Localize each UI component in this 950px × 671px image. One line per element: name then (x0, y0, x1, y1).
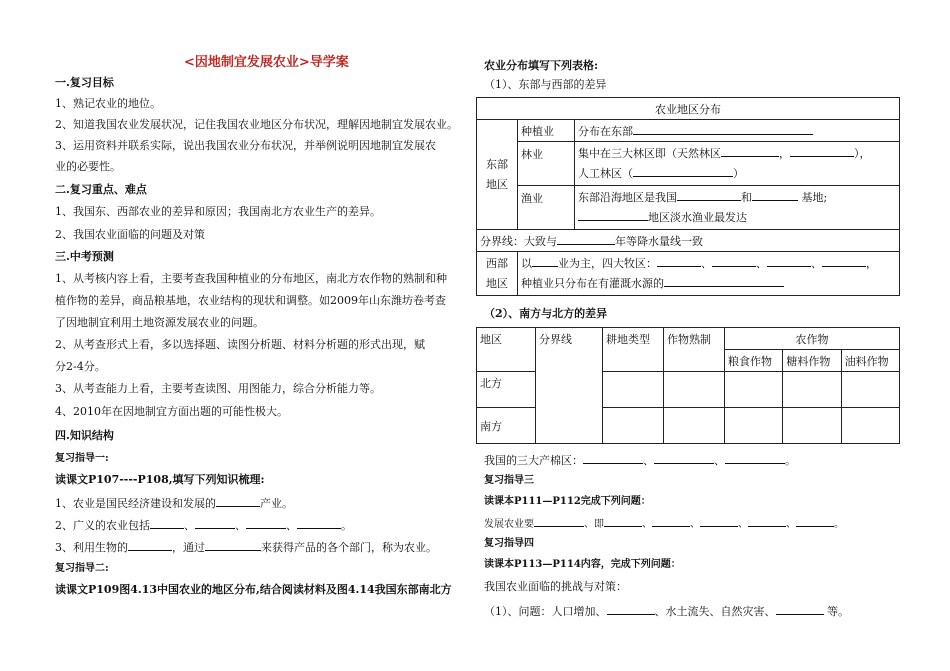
blank[interactable] (700, 515, 738, 527)
blank[interactable] (128, 539, 172, 551)
develop-text: 发展农业要 (484, 519, 534, 530)
fishery-cell (575, 186, 900, 230)
divide-line-cell (477, 230, 900, 252)
west-region-label: 西部 地区 (477, 252, 518, 296)
question-2-text: 2、广义的农业包括 (55, 519, 150, 532)
develop-line: 发展农业要 、即 、 、 、 、 。 (484, 515, 844, 532)
forecast-1-cont2: 了因地制宜利用土地资源发展农业的问题。 (55, 316, 264, 329)
blank[interactable] (607, 603, 655, 615)
divide-text-end: 年等降水量线一致 (615, 234, 703, 248)
question-2: 2、广义的农业包括 、 、 、 。 (55, 519, 352, 532)
cell[interactable] (603, 372, 664, 408)
question-1-end: 产业。 (260, 497, 293, 510)
blank[interactable] (822, 255, 866, 267)
blank[interactable] (150, 517, 184, 529)
blank[interactable] (557, 233, 615, 245)
forecast-1: 1、从考核内容上看，主要考查我国种植业的分布地区，南北方农作物的熟制和种 (55, 272, 447, 285)
cell[interactable] (725, 408, 783, 444)
east-west-table (476, 97, 900, 296)
cell[interactable] (725, 372, 783, 408)
east-region-label: 东部 地区 (477, 120, 518, 230)
blank[interactable] (767, 255, 811, 267)
blank[interactable] (216, 495, 260, 507)
blank[interactable] (752, 189, 798, 201)
cell[interactable] (603, 408, 664, 444)
fishery-text: 东部沿海地区是我国 (578, 190, 677, 204)
blank[interactable] (776, 603, 824, 615)
problem-text: （1）、问题：人口增加、 (484, 605, 607, 618)
planted-forest-text: 人工林区（ (578, 166, 633, 180)
cotton-regions: 我国的三大产棉区： 、 、 。 (484, 454, 796, 467)
fishery-end: 基地; (801, 190, 828, 204)
blank[interactable] (633, 123, 813, 135)
north-south-table (476, 327, 900, 444)
develop-text-2: 、即 (584, 519, 604, 530)
blank[interactable] (534, 515, 584, 527)
divide-text: 分界线：大致与 (480, 234, 557, 248)
blank[interactable] (712, 255, 756, 267)
question-3-mid: ，通过 (172, 541, 205, 554)
header-grain: 粮食作物 (725, 350, 783, 372)
blank[interactable] (583, 452, 643, 464)
read-instruction-3: 读课本P111—P112完成下列问题： (484, 496, 651, 507)
header-land: 耕地类型 (603, 328, 664, 372)
guide-3-heading: 复习指导三 (484, 475, 534, 486)
row-label-fishery: 渔业 (518, 186, 575, 230)
question-3-end: 来获得产品的各个部门，称为农业。 (261, 541, 437, 554)
page-title: <因地制宜发展农业>导学案 (184, 55, 349, 70)
forestry-cell: 集中在三大林区即（天然林区 ， ）， 人工林区（ ） (575, 142, 900, 186)
question-3 (55, 539, 437, 555)
problem-text-2: 、水土流失、自然灾害、 (654, 605, 776, 618)
goal-1: 1、熟记农业的地位。 (55, 97, 161, 110)
cell[interactable] (664, 372, 725, 408)
row-label-forestry: 林业 (518, 142, 575, 186)
goal-3: 3、运用资料并联系实际，说出我国农业分布状况，并举例说明因地制宜发展农 (55, 139, 436, 152)
forecast-2-cont: 分2-4分。 (55, 360, 106, 373)
forecast-3: 3、从考查能力上看，主要考查读图、用图能力，综合分析能力等。 (55, 382, 381, 395)
guide-2-heading: 复习指导二: (55, 563, 109, 574)
section-4-heading: 四.知识结构 (55, 429, 114, 442)
crops-text: 分布在东部 (578, 124, 633, 138)
blank[interactable] (532, 255, 558, 267)
blank[interactable] (604, 515, 642, 527)
read-instruction-2: 读课文P109图4.13中国农业的地区分布,结合阅读材料及图4.14我国东部南北方 (55, 583, 452, 596)
question-1 (55, 495, 293, 511)
blank[interactable] (790, 145, 854, 157)
header-divide: 分界线 (536, 328, 603, 444)
blank[interactable] (796, 515, 834, 527)
pastoral-text: 业为主，四大牧区： (558, 256, 657, 270)
forecast-4: 4、2010年在因地制宜方面出题的可能性极大。 (55, 405, 288, 418)
read-instruction-1: 读课文P107----P108,填写下列知识梳理: (55, 473, 265, 486)
section-2-heading: 二.复习重点、难点 (55, 183, 147, 196)
blank[interactable] (677, 189, 741, 201)
header-oil: 油料作物 (841, 350, 899, 372)
blank[interactable] (195, 517, 235, 529)
row-north: 北方 (477, 372, 536, 408)
question-1-text: 1、农业是国民经济建设和发展的 (55, 497, 216, 510)
header-sugar: 糖料作物 (783, 350, 841, 372)
key-point-2: 2、我国农业面临的问题及对策 (55, 228, 205, 241)
challenges-heading: 我国农业面临的挑战与对策： (484, 580, 627, 593)
cell[interactable] (783, 372, 841, 408)
blank[interactable] (721, 145, 779, 157)
subsection-1: （1）、东部与西部的差异 (484, 78, 607, 91)
blank[interactable] (725, 452, 785, 464)
forestry-text: 集中在三大林区即（天然林区 (578, 146, 721, 160)
section-3-heading: 三.中考预测 (55, 250, 114, 263)
goal-2: 2、知道我国农业发展状况，记住我国农业地区分布状况，理解因地制宜发展农业。 (55, 118, 458, 131)
blank[interactable] (297, 517, 341, 529)
read-instruction-4: 读课本P113—P114内容，完成下列问题： (484, 559, 681, 570)
problem-text-end: 等。 (827, 605, 849, 618)
blank[interactable] (664, 275, 784, 287)
blank[interactable] (657, 255, 701, 267)
key-point-1: 1、我国东、西部农业的差异和原因；我国南北方农业生产的差异。 (55, 205, 381, 218)
freshwater-text: 地区淡水渔业最发达 (648, 210, 747, 224)
west-cell: 以 业为主，四大牧区： 、 、 、 ， 种植业只分布在有灌溉水源的 (518, 252, 900, 296)
crops-cell (575, 120, 900, 142)
blank[interactable] (578, 209, 648, 221)
blank[interactable] (205, 539, 261, 551)
cell[interactable] (841, 408, 899, 444)
west-text: 以 (521, 256, 532, 270)
blank[interactable] (654, 452, 714, 464)
header-ripening: 作物熟制 (664, 328, 725, 372)
forecast-2: 2、从考查形式上看，多以选择题、读图分析题、材料分析题的形式出现，赋 (55, 338, 425, 351)
right-heading: 农业分布填写下列表格: (484, 59, 599, 72)
header-region: 地区 (477, 328, 536, 372)
cell[interactable] (664, 408, 725, 444)
section-1-heading: 一.复习目标 (55, 76, 114, 89)
header-crops: 农作物 (725, 328, 900, 350)
blank[interactable] (748, 515, 786, 527)
problem-line (484, 603, 849, 619)
irrigation-text: 种植业只分布在有灌溉水源的 (521, 276, 664, 290)
table-header: 农业地区分布 (477, 98, 900, 120)
blank[interactable] (633, 165, 733, 177)
cell[interactable] (783, 408, 841, 444)
row-south: 南方 (477, 408, 536, 444)
question-3-text: 3、利用生物的 (55, 541, 128, 554)
row-label-crops: 种植业 (518, 120, 575, 142)
blank[interactable] (246, 517, 286, 529)
goal-3-cont: 业的必要性。 (55, 160, 121, 173)
guide-4-heading: 复习指导四 (484, 538, 534, 549)
guide-1-heading: 复习指导一: (55, 453, 109, 464)
forecast-1-cont: 植作物的差异，商品粮基地，农业结构的现状和调整。如2009年山东潍坊卷考查 (55, 294, 446, 307)
blank[interactable] (652, 515, 690, 527)
cell[interactable] (841, 372, 899, 408)
subsection-2: （2）、南方与北方的差异 (484, 307, 608, 320)
cotton-text: 我国的三大产棉区： (484, 454, 583, 467)
fishery-and: 和 (741, 190, 752, 204)
